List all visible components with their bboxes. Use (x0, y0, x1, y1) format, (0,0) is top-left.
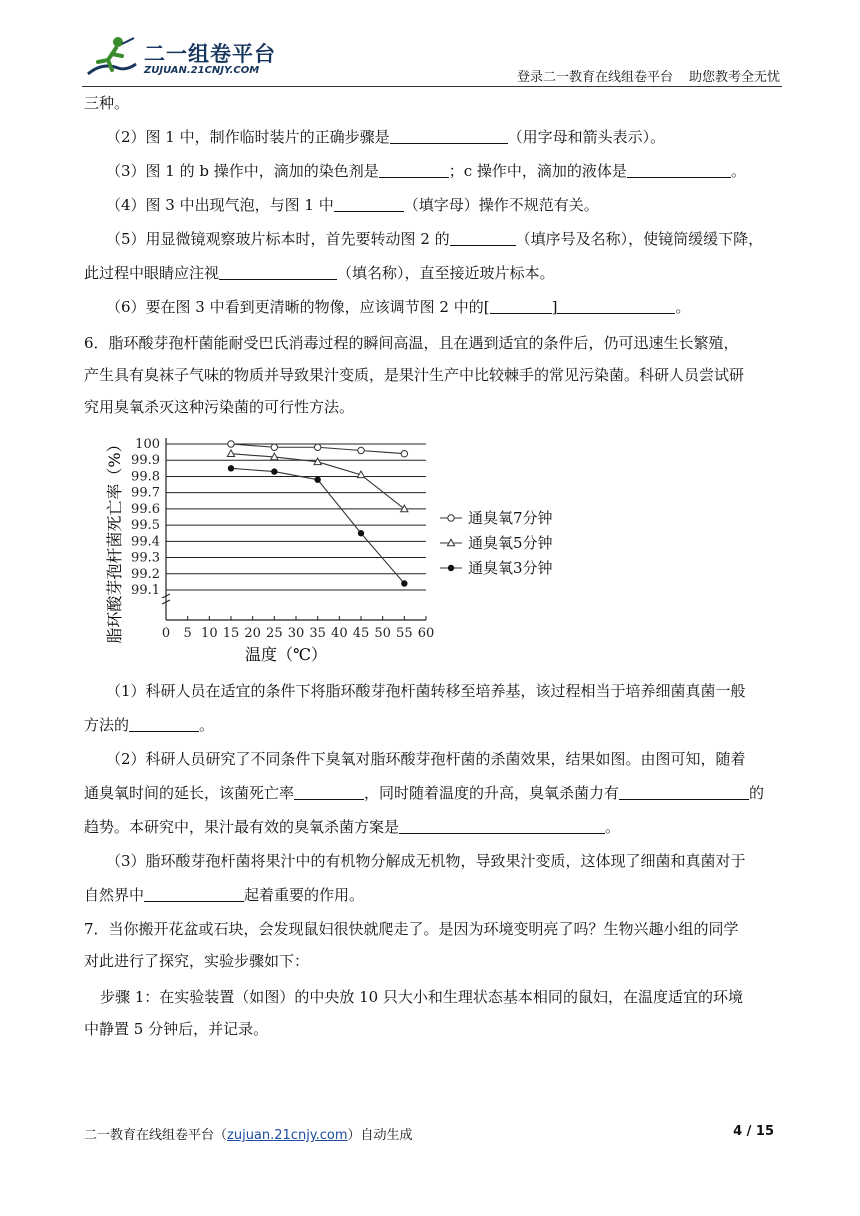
text: 6．脂环酸芽孢杆菌能耐受巴氏消毒过程的瞬间高温，且在遇到适宜的条件后，仍可迅速生长繁殖， (84, 334, 739, 352)
text: （填名称），直至接近玻片标本。 (337, 264, 555, 282)
question-6-1 (106, 680, 806, 702)
question-5-5-cont (84, 262, 784, 284)
y-tick-label: 99.5 (131, 518, 160, 534)
page-footer (84, 1124, 774, 1146)
text-line (84, 92, 784, 114)
text: （2）图 1 中，制作临时装片的正确步骤是 (106, 128, 390, 146)
answer-blank[interactable] (399, 817, 605, 834)
answer-blank[interactable] (557, 297, 675, 314)
x-tick-label: 0 (161, 626, 171, 641)
text: （用字母和箭头表示）。 (507, 128, 666, 146)
text: 步骤 1：在实验装置（如图）的中央放 10 只大小和生理状态基本相同的鼠妇，在温度适宜的环境 (100, 988, 743, 1006)
question-6-stem-3 (84, 396, 784, 418)
question-6-3 (106, 850, 806, 872)
x-tick-label: 5 (183, 626, 192, 641)
text: 。 (605, 818, 621, 836)
question-6-1-cont (84, 714, 784, 736)
x-tick-label: 45 (352, 626, 370, 641)
x-tick-label: 40 (331, 626, 348, 641)
y-tick-label: 100 (135, 437, 160, 452)
answer-blank[interactable] (334, 195, 404, 212)
tagline-slogan: 助您教考全无忧 (688, 70, 780, 85)
page-header (82, 28, 782, 87)
answer-blank[interactable] (627, 161, 731, 178)
y-tick-label: 99.3 (131, 550, 160, 566)
legend-marker (448, 515, 454, 521)
y-axis-label: 脂环酸芽孢杆菌死亡率（%） (105, 436, 124, 644)
data-point (358, 447, 364, 453)
text: 对此进行了探究，实验步骤如下： (84, 952, 310, 970)
page-number: 4 / 15 (733, 1124, 774, 1139)
x-tick-label: 55 (396, 626, 413, 641)
x-tick-label: 60 (417, 626, 435, 641)
data-point (401, 451, 407, 457)
series-line (231, 468, 404, 583)
y-tick-label: 99.2 (131, 566, 160, 582)
text: ] (551, 298, 558, 316)
x-tick-label: 25 (266, 626, 283, 641)
x-tick-labels (162, 626, 434, 641)
question-5-6 (106, 296, 806, 318)
text: （2）科研人员研究了不同条件下臭氧对脂环酸芽孢杆菌的杀菌效果，结果如图。由图可知，随着 (106, 750, 746, 768)
text: （3）图 1 的 b 操作中，滴加的染色剂是 (106, 162, 379, 180)
header-tagline (517, 66, 780, 85)
logo-title: 二一组卷平台 (144, 42, 276, 66)
question-6-2-cont (84, 782, 784, 804)
y-tick-label: 99.6 (131, 501, 160, 517)
text: （1）科研人员在适宜的条件下将脂环酸芽孢杆菌转移至培养基，该过程相当于培养细菌真菌一般 (106, 682, 746, 700)
legend-label: 通臭氧7分钟 (468, 509, 553, 527)
logo (82, 34, 282, 80)
text: 趋势。本研究中，果汁最有效的臭氧杀菌方案是 (84, 818, 400, 836)
question-5-3 (106, 160, 806, 182)
text: ；c 操作中，滴加的液体是 (448, 162, 627, 180)
text: ，同时随着温度的升高，臭氧杀菌力有 (364, 784, 620, 802)
answer-blank[interactable] (490, 297, 552, 314)
y-tick-label: 99.9 (131, 453, 160, 469)
data-point (228, 441, 234, 447)
y-tick-label: 99.8 (131, 469, 160, 485)
y-tick-labels (131, 437, 160, 598)
tagline-login: 登录二一教育在线组卷平台 (516, 70, 673, 85)
text: 中静置 5 分钟后，并记录。 (84, 1020, 269, 1038)
y-tick-label: 99.1 (131, 583, 160, 598)
x-tick-label: 20 (244, 626, 261, 641)
text: 的 (749, 784, 765, 802)
question-6-stem-1 (84, 332, 784, 354)
text: （填序号及名称），使镜筒缓缓下降， (515, 230, 764, 248)
text: 此过程中眼睛应注视 (84, 264, 220, 282)
question-7-stem-1 (84, 918, 784, 940)
question-6-2 (106, 748, 806, 770)
question-6-2-cont2 (84, 816, 784, 838)
data-point (227, 450, 234, 457)
text: 产生具有臭袜子气味的物质并导致果汁变质，是果汁生产中比较棘手的常见污染菌。科研人员尝试研 (84, 366, 745, 384)
question-7-stem-2 (84, 950, 784, 972)
text: 三种。 (84, 94, 130, 112)
footer-source (84, 1124, 413, 1143)
answer-blank[interactable] (294, 783, 364, 800)
chart-legend (440, 509, 553, 577)
x-tick-label: 15 (222, 626, 240, 641)
question-5-2 (106, 126, 806, 148)
text: 。 (675, 298, 691, 316)
question-7-step-1-cont (84, 1018, 784, 1040)
answer-blank[interactable] (619, 783, 749, 800)
answer-blank[interactable] (144, 885, 244, 902)
text: 7．当你搬开花盆或石块，会发现鼠妇很快就爬走了。是因为环境变明亮了吗？生物兴趣小组的同学 (84, 920, 739, 938)
y-tick-label: 99.4 (131, 534, 160, 550)
footer-link[interactable]: zujuan.21cnjy.com (227, 1128, 348, 1143)
question-5-5 (106, 228, 806, 250)
chart-grid (166, 444, 426, 590)
chart-axes (162, 438, 426, 620)
text: （5）用显微镜观察玻片标本时，首先要转动图 2 的 (106, 230, 450, 248)
data-point (228, 465, 234, 471)
x-tick-label: 30 (287, 626, 305, 641)
y-tick-label: 99.7 (131, 485, 160, 501)
text: 二一教育在线组卷平台（ (84, 1128, 228, 1143)
answer-blank[interactable] (219, 263, 337, 280)
text: 。 (199, 716, 215, 734)
x-tick-label: 50 (374, 626, 391, 641)
text: （6）要在图 3 中看到更清晰的物像，应该调节图 2 中的[ (106, 298, 490, 316)
x-tick-label: 10 (201, 626, 218, 641)
question-6-3-cont (84, 884, 784, 906)
text: 自然界中 (84, 886, 145, 904)
x-axis-label: 温度（℃） (245, 645, 327, 664)
data-point (271, 444, 277, 450)
text: （填字母）操作不规范有关。 (403, 196, 599, 214)
legend-marker (448, 565, 454, 571)
logo-subtitle: ZUJUAN.21CNJY.COM (144, 65, 260, 76)
data-point (314, 444, 320, 450)
text: 通臭氧时间的延长，该菌死亡率 (84, 784, 295, 802)
text: 。 (730, 162, 746, 180)
answer-blank[interactable] (450, 229, 516, 246)
x-tick-label: 35 (309, 626, 326, 641)
answer-blank[interactable] (379, 161, 449, 178)
data-point (314, 476, 320, 482)
answer-blank[interactable] (129, 715, 199, 732)
data-point (358, 530, 364, 536)
text: 究用臭氧杀灭这种污染菌的可行性方法。 (84, 398, 355, 416)
question-6-stem-2 (84, 364, 784, 386)
legend-label: 通臭氧5分钟 (468, 534, 553, 552)
chart-series (227, 441, 408, 587)
text: ）自动生成 (347, 1128, 413, 1143)
legend-label: 通臭氧3分钟 (468, 559, 553, 577)
mortality-line-chart (96, 428, 576, 668)
question-5-4 (106, 194, 806, 216)
text: 方法的 (84, 716, 130, 734)
runner-logo-icon (82, 34, 142, 80)
text: 起着重要的作用。 (244, 886, 365, 904)
text: （4）图 3 中出现气泡，与图 1 中 (106, 196, 334, 214)
text: （3）脂环酸芽孢杆菌将果汁中的有机物分解成无机物，导致果汁变质，这体现了细菌和真菌对于 (106, 852, 746, 870)
question-7-step-1 (100, 986, 800, 1008)
data-point (271, 468, 277, 474)
data-point (401, 580, 407, 586)
answer-blank[interactable] (390, 127, 508, 144)
